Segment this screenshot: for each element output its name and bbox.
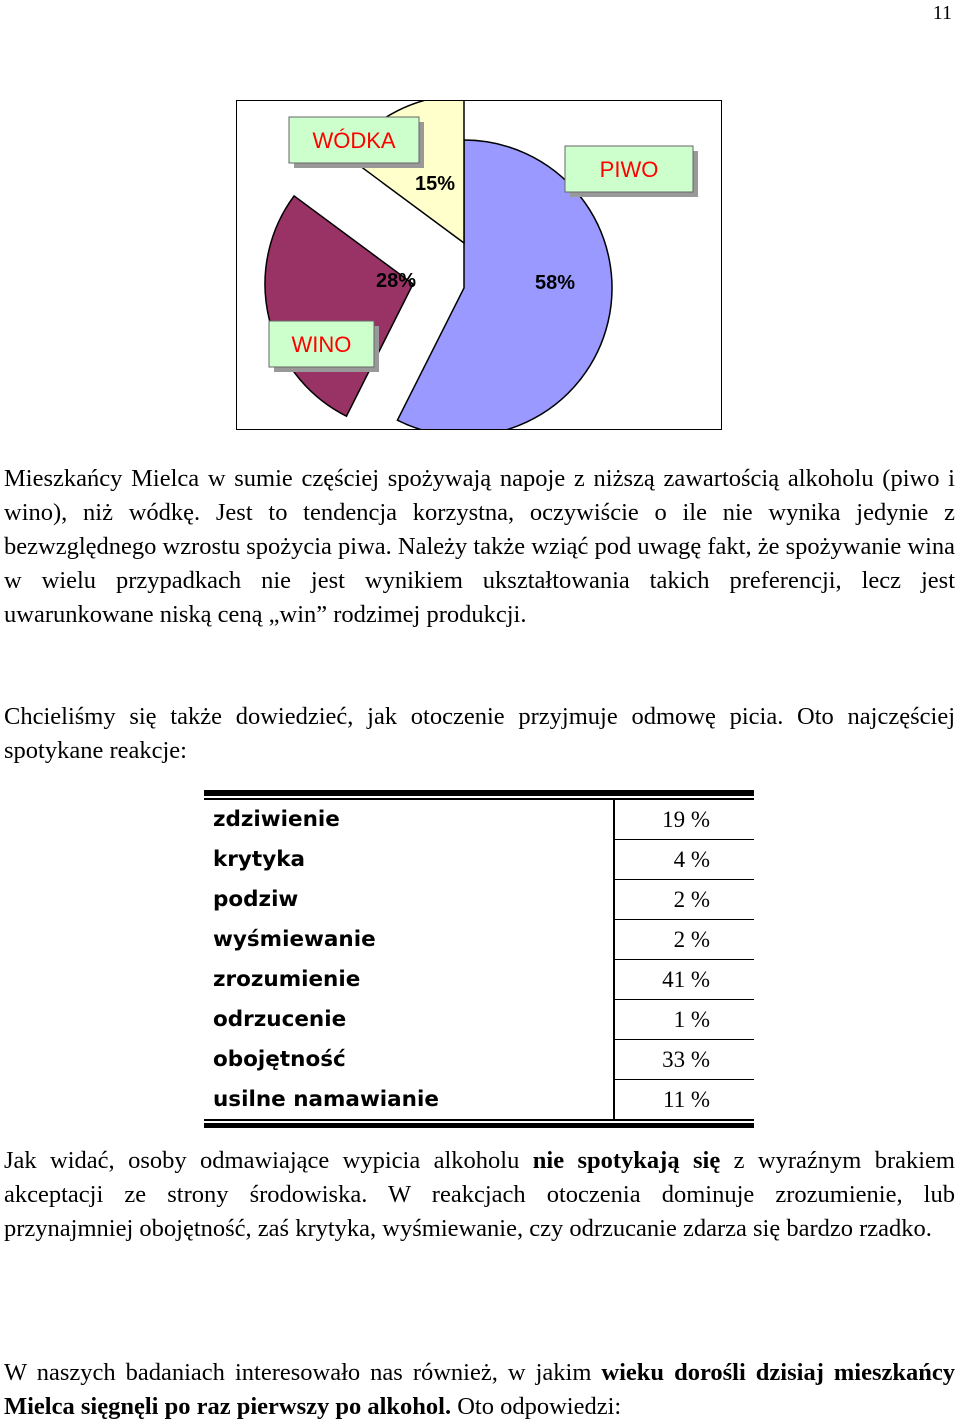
table-bottom-rule-thin <box>204 1119 754 1121</box>
paragraph-beverage-preferences: Mieszkańcy Mielca w sumie częściej spożywają napoje z niższą zawartością alkoholu (piwo i wino), niż wódkę. Jest to tendencja korzystna, oczywiście o ile nie wynika jedynie z bezwzględnego wzrostu spożycia piwa. Należy także wziąć pod uwagę fakt, że spożywanie wina w wielu przypadkach nie jest wynikiem ukształtowania takich preferencji, lecz jest uwarunkowane niską ceną „win” rodzimej produkcji. <box>4 465 956 628</box>
pie-data-label-wodka: 15% <box>414 173 456 195</box>
reaction-label: wyśmiewanie <box>204 920 614 960</box>
reaction-label: obojętność <box>204 1040 614 1080</box>
reactions-table <box>204 790 754 1128</box>
reaction-value: 19 % <box>614 800 754 840</box>
table-row <box>204 800 754 840</box>
table-row <box>204 920 754 960</box>
reaction-value: 1 % <box>614 1000 754 1040</box>
table-row <box>204 960 754 1000</box>
age-bold: wieku dorośli dzisiaj mieszkańcy Mielca sięgnęli po raz pierwszy po alkohol. <box>4 1359 955 1420</box>
paragraph-refusal-intro: Chcieliśmy się także dowiedzieć, jak otoczenie przyjmuje odmowę picia. Oto najczęściej spotykane reakcje: <box>4 703 955 764</box>
pie-slice-wino <box>265 196 413 416</box>
pie-chart <box>236 100 722 430</box>
reaction-value: 41 % <box>614 960 754 1000</box>
reaction-value: 33 % <box>614 1040 754 1080</box>
pie-data-label-wino: 28% <box>375 270 417 292</box>
reaction-label: krytyka <box>204 840 614 880</box>
conclusion-text-a: Jak widać, osoby odmawiające wypicia alkoholu <box>4 1147 533 1174</box>
category-label-piwo: PIWO <box>599 157 659 182</box>
pie-data-label-piwo: 58% <box>534 272 576 294</box>
category-label-wino: WINO <box>291 332 352 357</box>
table-row <box>204 1000 754 1040</box>
reaction-label: zdziwienie <box>204 800 614 840</box>
age-text-a: W naszych badaniach interesowało nas również, w jakim <box>4 1359 602 1386</box>
reaction-value: 11 % <box>662 1086 710 1112</box>
reaction-label: usilne namawianie <box>204 1080 614 1120</box>
table-row <box>204 880 754 920</box>
paragraph-first-alcohol-age <box>4 1356 955 1424</box>
pie-chart-svg <box>237 101 721 429</box>
table-row <box>204 1080 754 1120</box>
category-label-wodka: WÓDKA <box>312 128 396 153</box>
reaction-value: 2 % <box>614 880 754 920</box>
table-row <box>204 840 754 880</box>
age-text-b: Oto odpowiedzi: <box>451 1393 622 1420</box>
reaction-value: 2 % <box>614 920 754 960</box>
page-number: 11 <box>932 2 952 24</box>
table-bottom-rule <box>204 1123 754 1128</box>
table-top-rule <box>204 790 754 796</box>
reaction-value: 4 % <box>614 840 754 880</box>
reactions-table-body <box>204 800 754 1119</box>
conclusion-bold: nie spotykają się <box>532 1147 721 1174</box>
table-row <box>204 1040 754 1080</box>
conclusion-text-b: z wyraźnym brakiem akceptacji ze strony środowiska. W reakcjach otoczenia dominuje zrozumienie, lub przynajmniej obojętność, zaś krytyka, wyśmiewanie, czy odrzucanie zdarza się bardzo rzadko. <box>4 1147 955 1242</box>
paragraph-acceptance-conclusion <box>4 1144 955 1246</box>
reaction-label: odrzucenie <box>204 1000 614 1040</box>
reaction-label: zrozumienie <box>204 960 614 1000</box>
reaction-label: podziw <box>204 880 614 920</box>
